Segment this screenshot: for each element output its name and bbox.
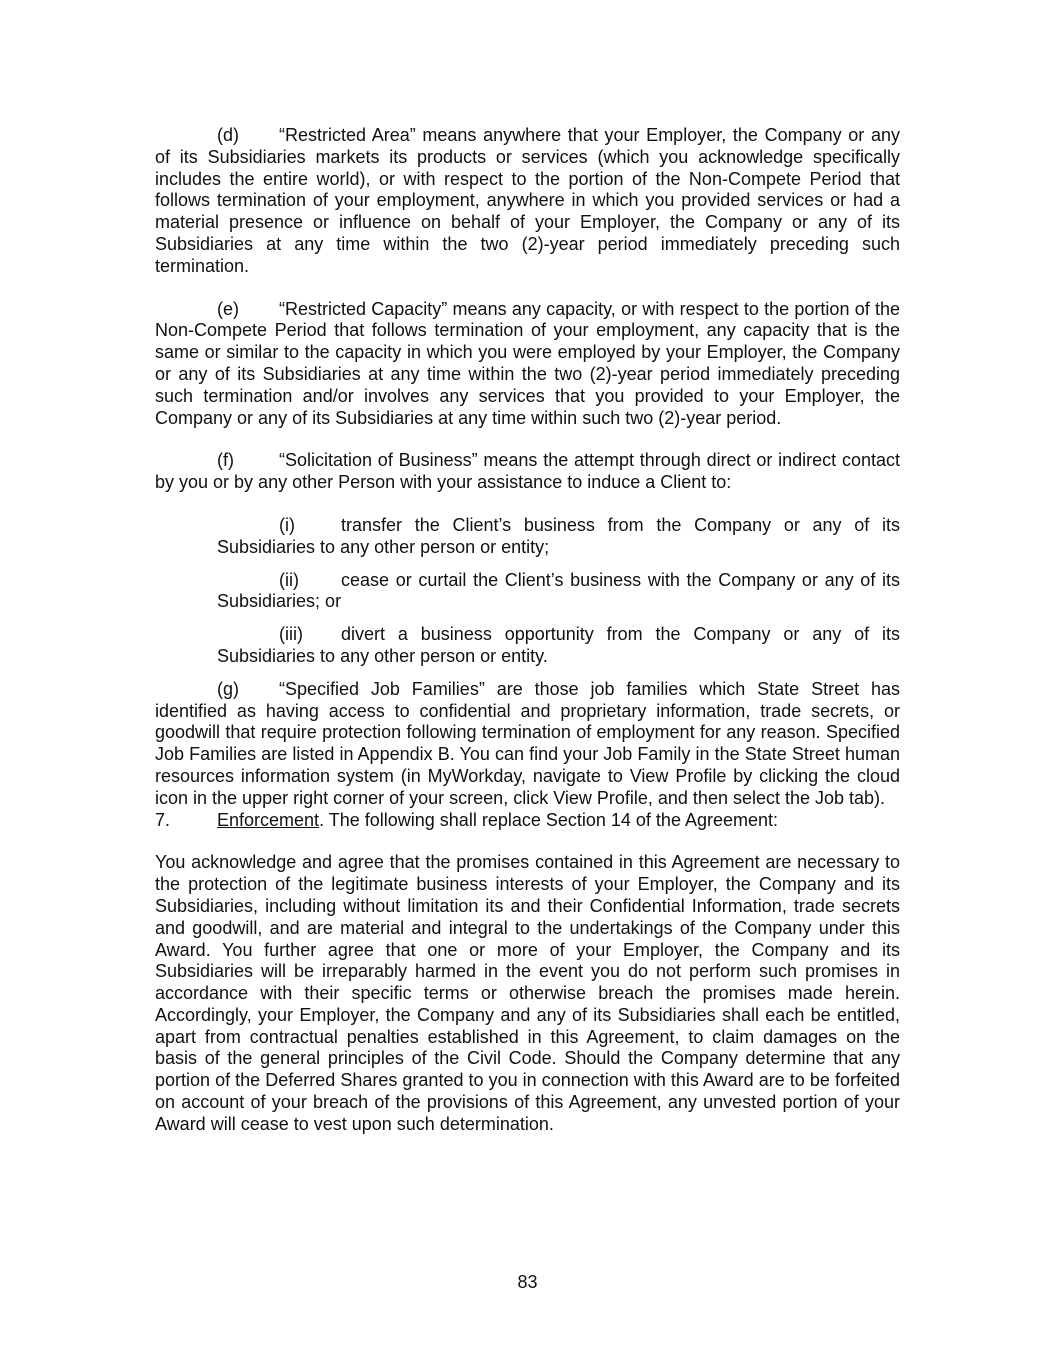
document-page [155,125,900,1136]
subclause-text: divert a business opportunity from the Company or any of its Subsidiaries to any other person or entity. [217,624,900,666]
section-7-body: You acknowledge and agree that the promises contained in this Agreement are necessary to the protection of the legitimate business interests of your Employer, the Company and its Subsidiaries, including without limitation its and their Confidential Information, trade secrets and goodwill, and are material and integral to the undertakings of the Company under this Award. You further agree that one or more of your Employer, the Company and its Subsidiaries will be irreparably harmed in the event you do not perform such promises in accordance with their specific terms or otherwise breach the promises made herein. Accordingly, your Employer, the Company and any of its Subsidiaries shall each be entitled, apart from contractual penalties established in this Agreement, to claim damages on the basis of the general principles of the Civil Code. Should the Company determine that any portion of the Deferred Shares granted to you in connection with this Award are to be forfeited on account of your breach of the provisions of this Agreement, any unvested portion of your Award will cease to vest upon such determination. [155,852,900,1134]
definition-e [155,299,900,430]
definition-label: (e) [217,298,239,319]
section-title: Enforcement [217,809,320,830]
subclause-label: (i) [279,514,295,535]
page-number: 83 [517,1272,538,1292]
definition-label: (g) [217,678,239,699]
subclause-iii [217,624,900,668]
definition-label: (d) [217,125,239,145]
section-number: 7. [155,809,171,830]
definition-text: “Restricted Area” means anywhere that your Employer, the Company or any of its Subsidiaries markets its products or services (which you acknowledge specifically includes the entire world), or with respect to the portion of the Non-Compete Period that follows termination of your employment, anywhere in which you provided services or had a material presence or influence on behalf of your Employer, the Company or any of its Subsidiaries at any time within the two (2)-year period immediately preceding such termination. [155,125,900,276]
subclause-label: (iii) [279,624,303,645]
definition-text: “Specified Job Families” are those job families which State Street has identified as having access to confidential and proprietary information, trade secrets, or goodwill that require protection following termination of employment for any reason. Specified Job Families are listed in Appendix B. You can find your Job Family in the State Street human resources information system (in MyWorkday, navigate to View Profile by clicking the cloud icon in the upper right corner of your screen, click View Profile, and then select the Job tab). [155,678,900,808]
section-7-heading [155,810,900,832]
subclause-ii [217,570,900,614]
section-intro: . The following shall replace Section 14 of the Agreement: [319,809,779,830]
definition-text: “Restricted Capacity” means any capacity, or with respect to the portion of the Non-Compete Period that follows termination of your employment, any capacity that is the same or similar to the capacity in which you were employed by your Employer, the Company or any of its Subsidiaries at any time within the two (2)-year period immediately preceding such termination and/or involves any services that you provided to your Employer, the Company or any of its Subsidiaries at any time within such two (2)-year period. [155,298,900,428]
definition-d [155,125,900,278]
definition-label: (f) [217,450,234,471]
subclause-text: transfer the Client’s business from the Company or any of its Subsidiaries to any other person or entity; [217,514,900,557]
subclause-text: cease or curtail the Client’s business with the Company or any of its Subsidiaries; or [217,569,900,612]
subclause-i [217,515,900,559]
definition-f [155,450,900,494]
definition-text: “Solicitation of Business” means the attempt through direct or indirect contact by you or by any other Person with your assistance to induce a Client to: [155,450,900,493]
subclause-label: (ii) [279,569,299,590]
definition-g [155,679,900,810]
